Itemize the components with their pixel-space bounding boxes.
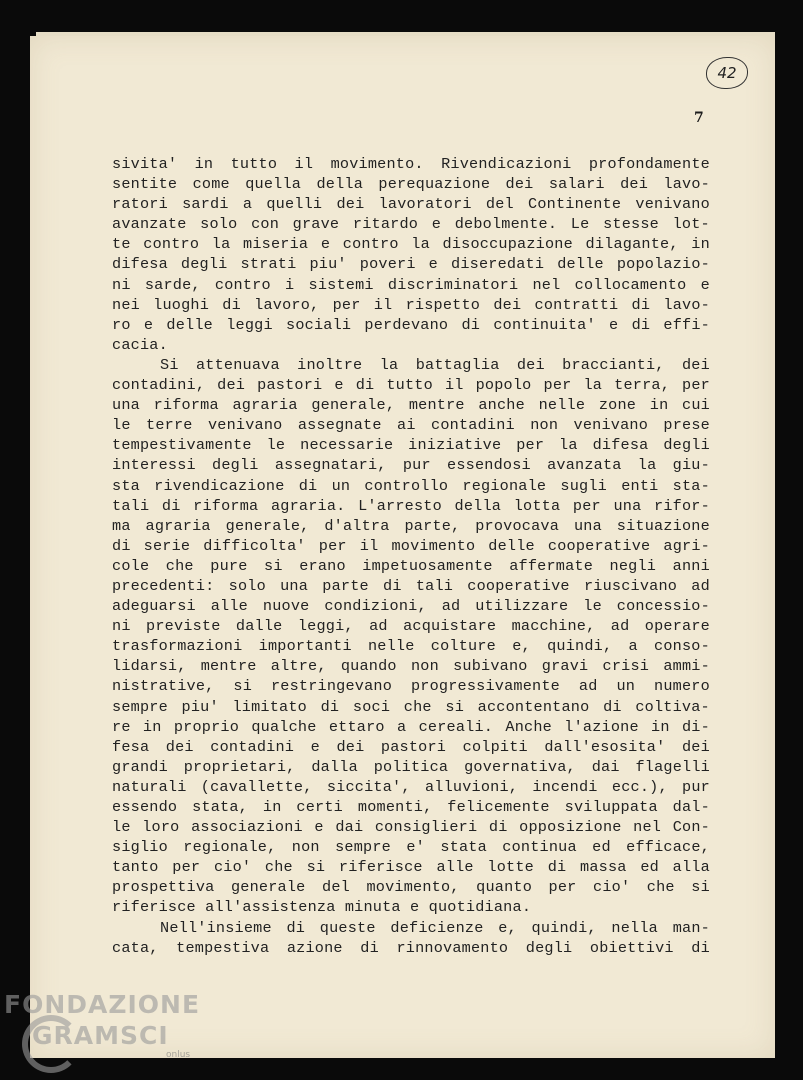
text-line: precedenti: solo una parte di tali cooperative riuscivano ad — [112, 576, 710, 595]
text-line: contadini, dei pastori e di tutto il popolo per la terra, per — [112, 376, 710, 395]
text-line: nei luoghi di lavoro, per il rispetto dei contratti di lavo- — [112, 295, 710, 314]
text-line: tempestivamente le necessarie iniziative per la difesa degli — [112, 436, 710, 455]
watermark-g-logo-icon — [22, 1015, 80, 1073]
text-line: riferisce all'assistenza minuta e quotidiana. — [112, 898, 532, 917]
text-line: Nell'insieme di queste deficienze e, quindi, nella man- — [160, 918, 710, 937]
text-line: lidarsi, mentre altre, quando non subivano gravi crisi ammi- — [112, 657, 710, 676]
text-line: tali di riforma agraria. L'arresto della lotta per una rifor- — [112, 496, 710, 515]
body-text — [112, 154, 710, 958]
text-line: re in proprio qualche ettaro a cereali. Anche l'azione in di- — [112, 717, 710, 736]
text-line: adeguarsi alle nuove condizioni, ad utilizzare le concessio- — [112, 597, 710, 616]
text-line: essendo stata, in certi momenti, felicemente sviluppata dal- — [112, 798, 710, 816]
text-line: una riforma agraria generale, mentre anche nelle zone in cui — [112, 396, 710, 415]
text-line: cata, tempestiva azione di rinnovamento degli obiettivi di — [112, 938, 710, 957]
text-line: Si attenuava inoltre la battaglia dei braccianti, dei — [160, 355, 710, 374]
text-line: ni sarde, contro i sistemi discriminatori nel collocamento e — [112, 275, 710, 294]
text-line: naturali (cavallette, siccita', alluvioni, incendi ecc.), pur — [112, 777, 710, 796]
text-line: ma agraria generale, d'altra parte, provocava una situazione — [112, 516, 710, 535]
text-line: sempre piu' limitato di soci che si accontentano di coltiva- — [112, 697, 710, 716]
text-line: tanto per cio' che si riferisce alle lotte di massa ed alla — [112, 858, 710, 877]
text-line: sta rivendicazione di un controllo regionale sugli enti sta- — [112, 476, 710, 495]
text-line: sivita' in tutto il movimento. Rivendicazioni profondamente — [112, 155, 710, 173]
text-line: cole che pure si erano impetuosamente affermate negli anni — [112, 556, 710, 575]
text-line: difesa degli strati piu' poveri e diseredati delle popolazio- — [112, 255, 710, 274]
text-line: ro e delle leggi sociali perdevano di continuita' e di effi- — [112, 315, 710, 334]
text-line: ni previste dalle leggi, ad acquistare macchine, ad operare — [112, 617, 710, 636]
watermark-suffix: onlus — [166, 1050, 191, 1060]
page-number: 7 — [694, 110, 704, 126]
text-line: siglio regionale, non sempre e' stata continua ed efficace, — [112, 838, 710, 857]
text-line: trasformazioni importanti nelle colture e, quindi, a conso- — [112, 637, 710, 656]
text-line: prospettiva generale del movimento, quanto per cio' che si — [112, 878, 710, 897]
text-line: fesa dei contadini e dei pastori colpiti dall'esosita' dei — [112, 737, 710, 756]
archive-number-circled: 42 — [706, 57, 748, 89]
watermark-line-2 — [32, 1021, 200, 1050]
document-page — [30, 36, 775, 1058]
fondazione-gramsci-watermark — [4, 990, 201, 1060]
text-line: avanzate solo con grave ritardo e debolmente. Le stesse lot- — [112, 215, 710, 234]
text-line: di serie difficolta' per il movimento delle cooperative agri- — [112, 536, 710, 555]
text-line: le terre venivano assegnate ai contadini non venivano prese — [112, 416, 710, 435]
text-line: nistrative, si restringevano progressivamente ad un numero — [112, 677, 710, 696]
watermark-line-1: FONDAZIONE — [4, 990, 201, 1019]
text-line: interessi degli assegnatari, pur essendosi avanzata la giu- — [112, 456, 710, 475]
text-line: ratori sardi a quelli dei lavoratori del Continente venivano — [112, 195, 710, 214]
text-line: cacia. — [112, 335, 168, 354]
text-line: le loro associazioni e dai consiglieri di opposizione nel Con- — [112, 818, 710, 837]
text-line: sentite come quella della perequazione dei salari dei lavo- — [112, 175, 710, 194]
text-line: te contro la miseria e contro la disoccupazione dilagante, in — [112, 235, 710, 254]
watermark-line-2-text: GRAMSCI — [32, 1021, 169, 1050]
text-line: grandi proprietari, dalla politica governativa, dai flagelli — [112, 757, 710, 776]
